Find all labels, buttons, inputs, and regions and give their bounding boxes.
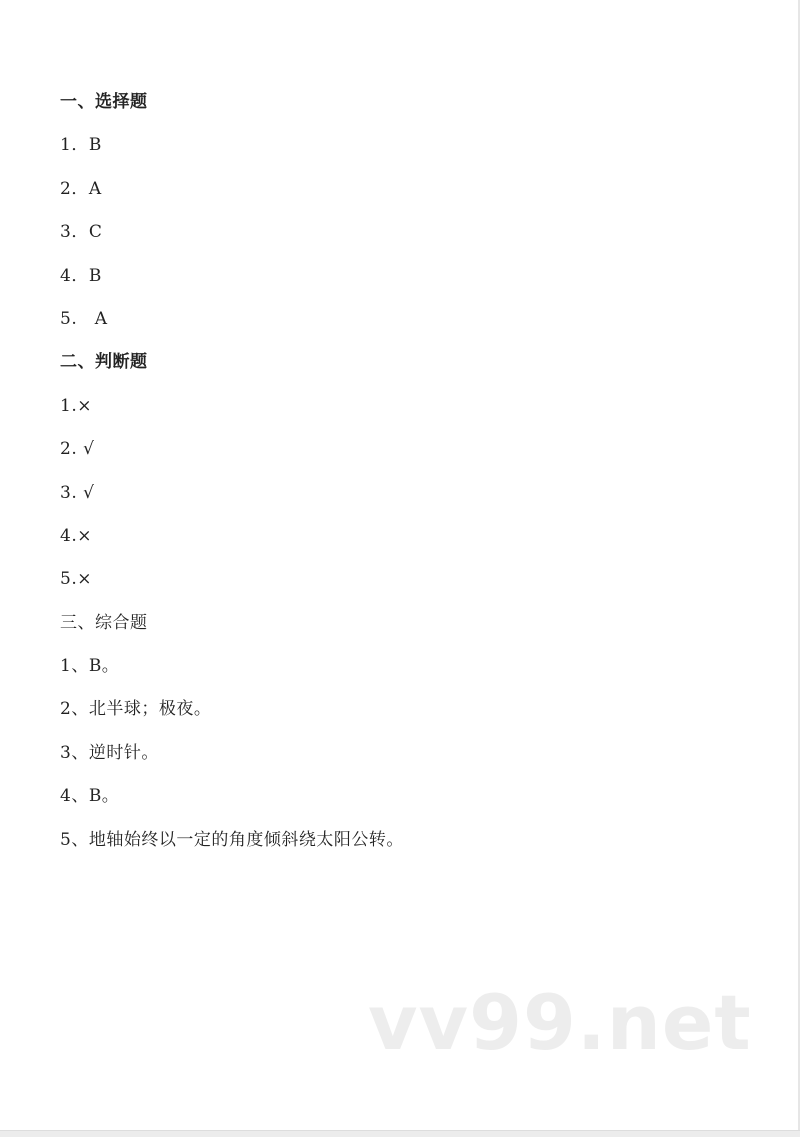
judgment-answer-2: 2. √ — [60, 439, 95, 460]
choice-answer-5: 5. A — [60, 308, 108, 329]
page-bottom-edge — [0, 1130, 800, 1137]
judgment-answer-1: 1.× — [60, 395, 92, 416]
comprehensive-answer-3: 3、逆时针。 — [60, 742, 159, 763]
comprehensive-answer-5: 5、地轴始终以一定的角度倾斜绕太阳公转。 — [60, 829, 404, 850]
comprehensive-answer-1: 1、B。 — [60, 656, 120, 677]
choice-answer-4: 4．B — [60, 265, 102, 286]
judgment-answer-4: 4.× — [60, 525, 92, 546]
answer-sheet — [60, 86, 760, 867]
section-heading-comprehensive: 三、综合题 — [60, 612, 148, 633]
section-heading-judgment: 二、判断题 — [60, 352, 148, 373]
watermark: vv99.net — [368, 978, 752, 1067]
choice-answer-1: 1．B — [60, 135, 102, 156]
judgment-answer-3: 3. √ — [60, 482, 95, 503]
comprehensive-answer-4: 4、B。 — [60, 786, 120, 807]
judgment-answer-5: 5.× — [60, 569, 92, 590]
comprehensive-answer-2: 2、北半球；极夜。 — [60, 699, 212, 720]
choice-answer-2: 2．A — [60, 178, 102, 199]
section-heading-choice: 一、选择题 — [60, 92, 148, 112]
choice-answer-3: 3．C — [60, 222, 103, 243]
